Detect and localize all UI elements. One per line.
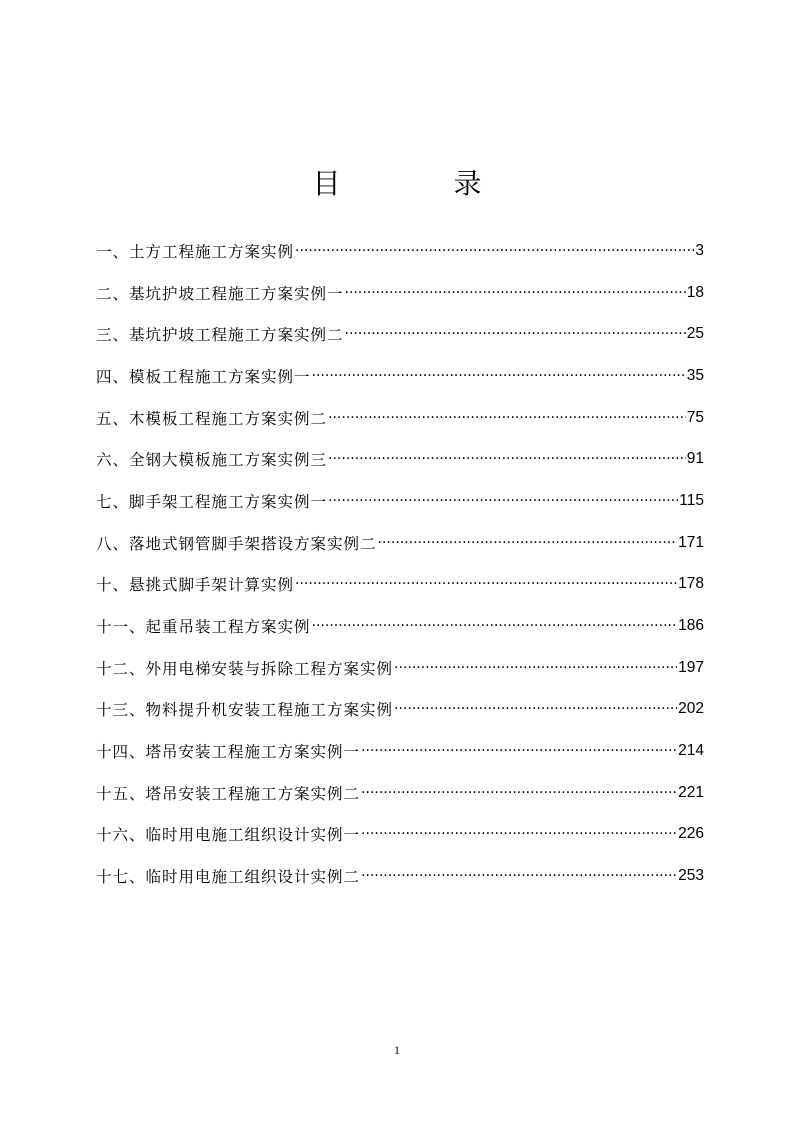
- page-number: 1: [394, 1043, 400, 1057]
- toc-entry[interactable]: [96, 522, 704, 564]
- toc-entry[interactable]: [96, 313, 704, 355]
- dot-leader: [394, 661, 677, 675]
- table-of-contents: [96, 230, 704, 897]
- toc-entry[interactable]: [96, 814, 704, 856]
- toc-entry-page: 3: [695, 241, 704, 259]
- toc-entry-page: 115: [679, 491, 704, 509]
- dot-leader: [312, 369, 686, 383]
- toc-entry-label: 五、木模板工程施工方案实例二: [96, 409, 328, 428]
- toc-entry[interactable]: [96, 730, 704, 772]
- toc-entry[interactable]: [96, 564, 704, 606]
- toc-entry-page: 18: [686, 283, 704, 301]
- dot-leader: [295, 244, 694, 258]
- toc-entry-page: 202: [678, 700, 704, 718]
- toc-entry[interactable]: [96, 230, 704, 272]
- toc-entry[interactable]: [96, 397, 704, 439]
- toc-entry-label: 十七、临时用电施工组织设计实例二: [96, 868, 361, 887]
- page-title: 目 录: [312, 167, 534, 200]
- dot-leader: [295, 577, 677, 591]
- toc-entry-page: 221: [678, 783, 704, 801]
- dot-leader: [361, 786, 677, 800]
- dot-leader: [328, 411, 686, 425]
- toc-entry-label: 四、模板工程施工方案实例一: [96, 367, 311, 386]
- toc-entry[interactable]: [96, 355, 704, 397]
- toc-entry-label: 七、脚手架工程施工方案实例一: [96, 492, 328, 511]
- toc-entry[interactable]: [96, 272, 704, 314]
- toc-entry-page: 91: [686, 450, 704, 468]
- toc-entry[interactable]: [96, 855, 704, 897]
- dot-leader: [312, 619, 678, 633]
- dot-leader: [394, 702, 677, 716]
- toc-entry-label: 十四、塔吊安装工程施工方案实例一: [96, 743, 361, 762]
- toc-entry-label: 十二、外用电梯安装与拆除工程方案实例: [96, 659, 394, 678]
- toc-entry[interactable]: [96, 480, 704, 522]
- toc-entry[interactable]: [96, 438, 704, 480]
- toc-entry-label: 三、基坑护坡工程施工方案实例二: [96, 326, 344, 345]
- toc-entry[interactable]: [96, 772, 704, 814]
- toc-entry[interactable]: [96, 689, 704, 731]
- toc-entry[interactable]: [96, 605, 704, 647]
- toc-entry-page: 75: [686, 408, 704, 426]
- toc-entry-label: 十、悬挑式脚手架计算实例: [96, 576, 295, 595]
- dot-leader: [328, 494, 678, 508]
- toc-entry-page: 25: [686, 325, 704, 343]
- dot-leader: [361, 744, 677, 758]
- toc-entry-label: 二、基坑护坡工程施工方案实例一: [96, 284, 344, 303]
- toc-entry[interactable]: [96, 647, 704, 689]
- toc-entry-page: 171: [678, 533, 704, 551]
- dot-leader: [361, 869, 677, 883]
- toc-entry-page: 253: [678, 867, 704, 885]
- toc-entry-label: 六、全钢大模板施工方案实例三: [96, 451, 328, 470]
- toc-entry-page: 226: [678, 825, 704, 843]
- toc-entry-label: 十三、物料提升机安装工程施工方案实例: [96, 701, 394, 720]
- toc-entry-label: 一、土方工程施工方案实例: [96, 242, 295, 261]
- toc-entry-label: 八、落地式钢管脚手架搭设方案实例二: [96, 534, 377, 553]
- toc-entry-page: 35: [686, 366, 704, 384]
- toc-entry-label: 十六、临时用电施工组织设计实例一: [96, 826, 361, 845]
- toc-entry-page: 197: [678, 658, 704, 676]
- toc-entry-page: 178: [678, 575, 704, 593]
- toc-entry-label: 十五、塔吊安装工程施工方案实例二: [96, 784, 361, 803]
- dot-leader: [345, 286, 686, 300]
- toc-entry-page: 186: [678, 617, 704, 635]
- dot-leader: [345, 327, 686, 341]
- dot-leader: [328, 452, 686, 466]
- dot-leader: [378, 536, 678, 550]
- dot-leader: [361, 827, 677, 841]
- toc-entry-page: 214: [678, 742, 704, 760]
- toc-entry-label: 十一、起重吊装工程方案实例: [96, 618, 311, 637]
